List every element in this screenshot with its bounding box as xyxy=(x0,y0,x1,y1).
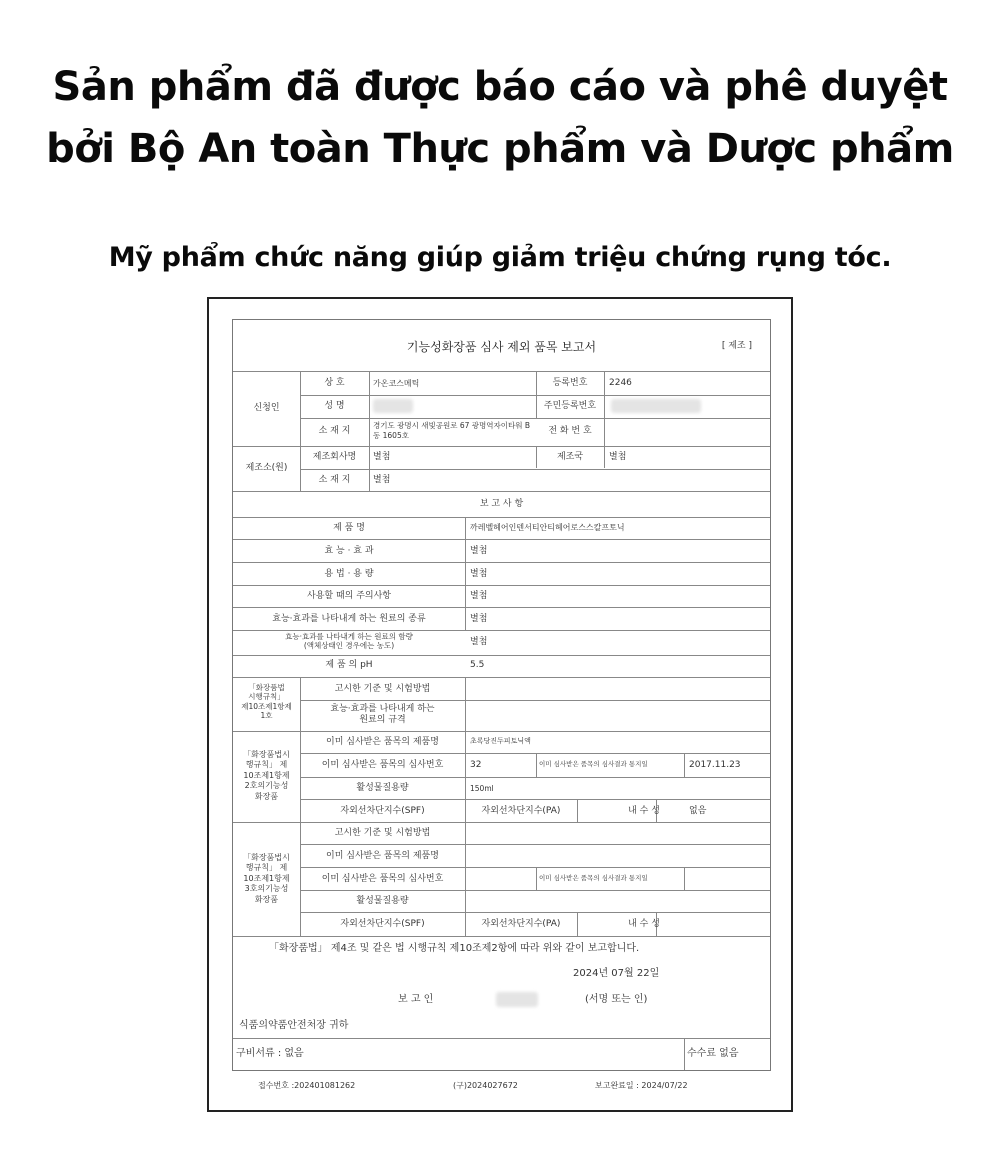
regno-value: 2246 xyxy=(609,378,632,388)
row-value: 별첨 xyxy=(470,591,488,601)
document-title: 기능성화장품 심사 제외 품목 보고서 xyxy=(406,340,597,354)
phone-label: 전 화 번 호 xyxy=(548,426,592,436)
row-label: 효능·효과를 나타내게 하는 원료의 함량 (액체상태인 경우에는 농도) xyxy=(285,632,413,651)
row-label: 용 법 · 용 량 xyxy=(324,569,374,579)
headline-line2: bởi Bộ An toàn Thực phẩm và Dược phẩm xyxy=(46,126,954,172)
sec2-date-label: 이미 심사받은 품목의 심사결과 통지일 xyxy=(539,760,648,768)
row-value: 까레벨헤어인텐서티안티헤어로스스칼프토닉 xyxy=(470,523,625,532)
sec2-spf-label: 자외선차단지수(SPF) xyxy=(340,806,425,816)
maker-country-label: 제조국 xyxy=(556,452,584,462)
sec2-name-value: 초록당진두피토닉액 xyxy=(470,737,531,745)
row-value: 5.5 xyxy=(470,660,485,670)
sec2-water-value: 없음 xyxy=(689,806,707,816)
applicant-section-label: 신청인 xyxy=(253,403,280,413)
row-label: 사용할 때의 주의사항 xyxy=(307,591,391,601)
attached-docs: 구비서류 : 없음 xyxy=(236,1048,304,1059)
sec3-date-label: 이미 심사받은 품목의 심사결과 통지일 xyxy=(539,874,648,882)
row-value: 별첨 xyxy=(470,614,488,624)
sec2-num-label: 이미 심사받은 품목의 심사번호 xyxy=(321,760,444,770)
redacted-resid xyxy=(611,399,701,413)
row-value: 별첨 xyxy=(470,569,488,579)
report-document xyxy=(232,319,771,1071)
regno-label: 등록번호 xyxy=(552,378,588,388)
old-number: (구)2024027672 xyxy=(453,1081,518,1090)
maker-addr-value: 별첨 xyxy=(373,475,391,485)
company-value: 가온코스메틱 xyxy=(373,379,420,388)
sec3-name-label: 이미 심사받은 품목의 제품명 xyxy=(326,851,439,861)
document-tag: [ 제조 ] xyxy=(721,341,752,351)
sign-label: (서명 또는 인) xyxy=(585,994,648,1005)
sec2-pa-label: 자외선차단지수(PA) xyxy=(481,806,561,816)
sec3-label: 「화장품법시 행규칙」 제 10조제1항제 3호의기능성 화장품 xyxy=(243,853,290,904)
maker-country-value: 별첨 xyxy=(609,452,627,462)
redacted-name xyxy=(373,399,413,413)
addr-label: 소 재 지 xyxy=(318,426,351,436)
subtitle: Mỹ phẩm chức năng giúp giảm triệu chứng rụng tóc. xyxy=(108,242,892,273)
sec2-date-value: 2017.11.23 xyxy=(689,760,741,770)
fee-label: 수수료 없음 xyxy=(687,1048,739,1059)
sec2-water-label: 내 수 성 xyxy=(628,806,660,816)
resid-label: 주민등록번호 xyxy=(543,401,597,411)
report-section-header: 보 고 사 항 xyxy=(479,499,524,509)
report-date: 2024년 07월 22일 xyxy=(573,968,660,979)
sec3-water-label: 내 수 성 xyxy=(628,919,660,929)
row-label: 효능·효과를 나타내게 하는 원료의 종류 xyxy=(272,614,426,624)
sec3-standard-label: 고시한 기준 및 시험방법 xyxy=(334,828,431,838)
sec3-pa-label: 자외선차단지수(PA) xyxy=(481,919,561,929)
row-value: 별첨 xyxy=(470,637,488,647)
row-label: 제 품 의 pH xyxy=(325,660,373,670)
sec1-label: 「화장품법 시행규칙」 제10조제1항제 1호 xyxy=(241,683,292,721)
maker-addr-label: 소 재 지 xyxy=(318,475,351,485)
name-label: 성 명 xyxy=(324,401,345,411)
sec2-num-value: 32 xyxy=(470,760,482,770)
redacted-reporter xyxy=(496,992,538,1007)
sec2-name-label: 이미 심사받은 품목의 제품명 xyxy=(326,737,439,747)
maker-name-value: 별첨 xyxy=(373,452,391,462)
maker-section-label: 제조소(원) xyxy=(245,463,288,473)
sec2-label: 「화장품법시 행규칙」 제 10조제1항제 2호의기능성 화장품 xyxy=(243,750,290,801)
completion-date: 보고완료일 : 2024/07/22 xyxy=(595,1081,688,1090)
row-label: 효 능 · 효 과 xyxy=(324,546,374,556)
statement-text: 「화장품법」 제4조 및 같은 법 시행규칙 제10조제2항에 따라 위와 같이 보고합니다. xyxy=(269,943,640,954)
addr-value: 경기도 광명시 새빛공원로 67 광명역자이타워 B동 1605호 xyxy=(373,421,531,440)
row-value: 별첨 xyxy=(470,546,488,556)
sec2-amount-value: 150ml xyxy=(470,784,494,793)
sec2-amount-label: 활성물질용량 xyxy=(356,783,409,793)
reporter-label: 보 고 인 xyxy=(398,994,434,1005)
receipt-number: 접수번호 :202401081262 xyxy=(258,1081,356,1090)
sec3-amount-label: 활성물질용량 xyxy=(356,896,409,906)
headline-line1: Sản phẩm đã được báo cáo và phê duyệt xyxy=(52,64,948,110)
sec1-standard-label: 고시한 기준 및 시험방법 xyxy=(334,684,431,694)
sec1-spec-label: 효능·효과를 나타내게 하는 원료의 규격 xyxy=(330,704,435,726)
row-label: 제 품 명 xyxy=(333,523,365,533)
sec3-num-label: 이미 심사받은 품목의 심사번호 xyxy=(321,874,444,884)
company-label: 상 호 xyxy=(324,378,345,388)
maker-name-label: 제조회사명 xyxy=(312,452,357,462)
sec3-spf-label: 자외선차단지수(SPF) xyxy=(340,919,425,929)
addressee: 식품의약품안전처장 귀하 xyxy=(239,1020,349,1031)
